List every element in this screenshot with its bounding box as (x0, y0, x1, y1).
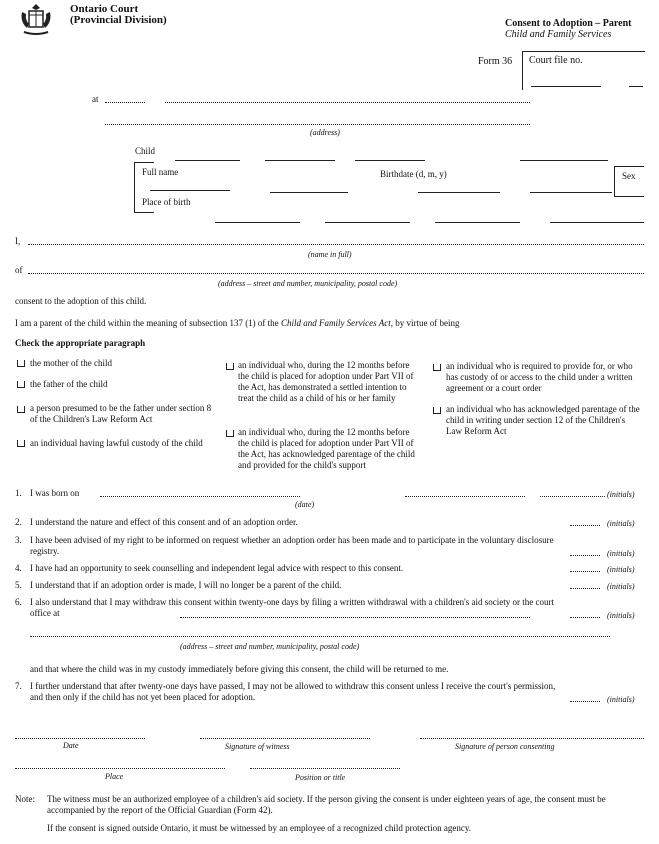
of-label: of (15, 265, 23, 275)
note-text-2: If the consent is signed outside Ontario, it must be witnessed by an employee of a recognized child protection agency. (47, 823, 472, 833)
parent-statement: I am a parent of the child within the meaning of subsection 137 (1) of the Child and Family Services Act, by virtue of being (15, 318, 460, 328)
place-caption: Place (105, 772, 124, 781)
initials-2-label: (initials) (607, 519, 635, 528)
place-of-birth-label: Place of birth (142, 197, 191, 207)
checkbox-written-agreement[interactable] (433, 364, 441, 371)
court-office-address-field[interactable] (30, 636, 610, 637)
child-label: Child (135, 146, 156, 156)
witness-caption: Signature of witness (225, 742, 290, 751)
initials-5-field[interactable] (570, 588, 600, 589)
ontario-crest-icon (18, 2, 54, 38)
at-field[interactable] (105, 102, 145, 103)
place-field[interactable] (15, 768, 225, 769)
initials-3-label: (initials) (607, 549, 635, 558)
court-file-label: Court file no. (529, 55, 583, 66)
initials-4-field[interactable] (570, 571, 600, 572)
statement-3-text: I have been advised of my right to be informed on request whether an adoption order has been made and to participate in the voluntary disclosure registry. (30, 535, 554, 556)
initials-5-label: (initials) (607, 582, 635, 591)
person-caption: Signature of person consenting (455, 742, 555, 751)
option-mother: the mother of the child (30, 358, 112, 368)
birthdate-label: Birthdate (d, m, y) (380, 169, 447, 179)
position-caption: Position or title (295, 773, 346, 782)
sex-label: Sex (622, 171, 636, 181)
court-office-caption: (address – street and number, municipality, postal code) (180, 642, 360, 651)
initials-6-field[interactable] (570, 617, 600, 618)
initials-4-label: (initials) (607, 565, 635, 574)
form-number: Form 36 (478, 56, 513, 67)
statement-3-number: 3. (15, 535, 22, 545)
checkbox-presumed-father[interactable] (17, 406, 25, 413)
declarant-address-caption: (address – street and number, municipality, postal code) (218, 279, 398, 288)
statement-6-after: and that where the child was in my custody immediately before giving this consent, the child will be returned to me. (30, 664, 449, 674)
checkbox-mother[interactable] (17, 360, 25, 367)
person-signature-field[interactable] (420, 738, 644, 739)
checkbox-father[interactable] (17, 381, 25, 388)
checkbox-lawful-custody[interactable] (17, 440, 25, 447)
declarant-address-field[interactable] (28, 273, 644, 274)
statement-6-number: 6. (15, 597, 22, 607)
option-father: the father of the child (30, 379, 108, 389)
statement-5-number: 5. (15, 580, 22, 590)
statement-5-text: I understand that if an adoption order is made, I will no longer be a parent of the child. (30, 580, 342, 590)
full-name-label: Full name (142, 167, 179, 177)
statement-4-text: I have had an opportunity to seek counselling and independent legal advice with respect to this consent. (30, 563, 404, 573)
statement-2-text: I understand the nature and effect of this consent and of an adoption order. (30, 517, 298, 527)
option-acknowledged-support: an individual who, during the 12 months before the child is placed for adoption under Part VII of the Act, has acknowledged parentage of the child and provided for the child's support (238, 427, 415, 470)
address-field[interactable] (105, 124, 530, 125)
initials-6-label: (initials) (607, 611, 635, 620)
initials-3-field[interactable] (570, 555, 600, 556)
birth-date-field[interactable] (100, 496, 300, 497)
declarant-name-field[interactable] (28, 244, 644, 245)
place-of-birth-field[interactable] (215, 222, 300, 223)
initials-7-label: (initials) (607, 695, 635, 704)
option-lawful-custody: an individual having lawful custody of the child (30, 438, 203, 448)
initials-1-field[interactable] (540, 496, 605, 497)
initials-1-label: (initials) (607, 490, 635, 499)
statement-1-text: I was born on (30, 488, 80, 498)
child-birthdate-field[interactable] (418, 192, 500, 193)
note-text-1: The witness must be an authorized employee of a children's aid society. If the person giving the consent is under eighteen years of age, the consent must be accompanied by the report of the Official Guardian (Form 42). (47, 794, 606, 815)
address-caption: (address) (310, 128, 340, 137)
name-caption: (name in full) (308, 250, 352, 259)
statement-1-number: 1. (15, 488, 22, 498)
checkbox-settled-intention[interactable] (226, 363, 234, 370)
witness-signature-field[interactable] (200, 738, 370, 739)
statement-7-number: 7. (15, 681, 22, 691)
statement-2-number: 2. (15, 517, 22, 527)
at-label: at (92, 94, 99, 104)
option-presumed-father: a person presumed to be the father under section 8 of the Children's Law Reform Act (30, 403, 212, 424)
initials-7-field[interactable] (570, 701, 600, 702)
form-subtitle: Child and Family Services (505, 29, 612, 40)
statement-6-text: I also understand that I may withdraw this consent within twenty-one days by filing a written withdrawal with a children's aid society or the court office at (30, 597, 554, 618)
i-label: I, (15, 236, 21, 246)
date-caption: (date) (295, 500, 315, 509)
statement-7-text: I further understand that after twenty-one days have passed, I may not be allowed to withdraw this consent unless I receive the court's permission, and then only if the child has not yet been placed for adoption. (30, 681, 556, 702)
date-signature-field[interactable] (15, 738, 145, 739)
checkbox-acknowledged-writing[interactable] (433, 407, 441, 414)
statement-4-number: 4. (15, 563, 22, 573)
date-caption-sign: Date (63, 741, 79, 750)
position-field[interactable] (250, 768, 400, 769)
option-acknowledged-writing: an individual who has acknowledged parentage of the child in writing under section 12 of the Children's Law Reform Act (446, 404, 640, 436)
consent-statement: consent to the adoption of this child. (15, 296, 147, 306)
court-name: Ontario Court (70, 3, 139, 15)
court-file-box[interactable] (522, 51, 645, 90)
note-label: Note: (15, 794, 35, 804)
court-office-field[interactable] (180, 617, 530, 618)
form-title: Consent to Adoption – Parent (505, 18, 632, 29)
option-written-agreement: an individual who is required to provide for, or who has custody of or access to the child under a written agreement or a court order (446, 361, 633, 393)
court-division: (Provincial Division) (70, 14, 167, 26)
checkbox-acknowledged-support[interactable] (226, 430, 234, 437)
option-settled-intention: an individual who, during the 12 months before the child is placed for adoption under Part VII of the Act, has demonstrated a settled intention to treat the child as a child of his or her family (238, 360, 414, 403)
check-heading: Check the appropriate paragraph (15, 338, 146, 348)
initials-2-field[interactable] (570, 525, 600, 526)
child-full-name-field[interactable] (150, 190, 230, 191)
